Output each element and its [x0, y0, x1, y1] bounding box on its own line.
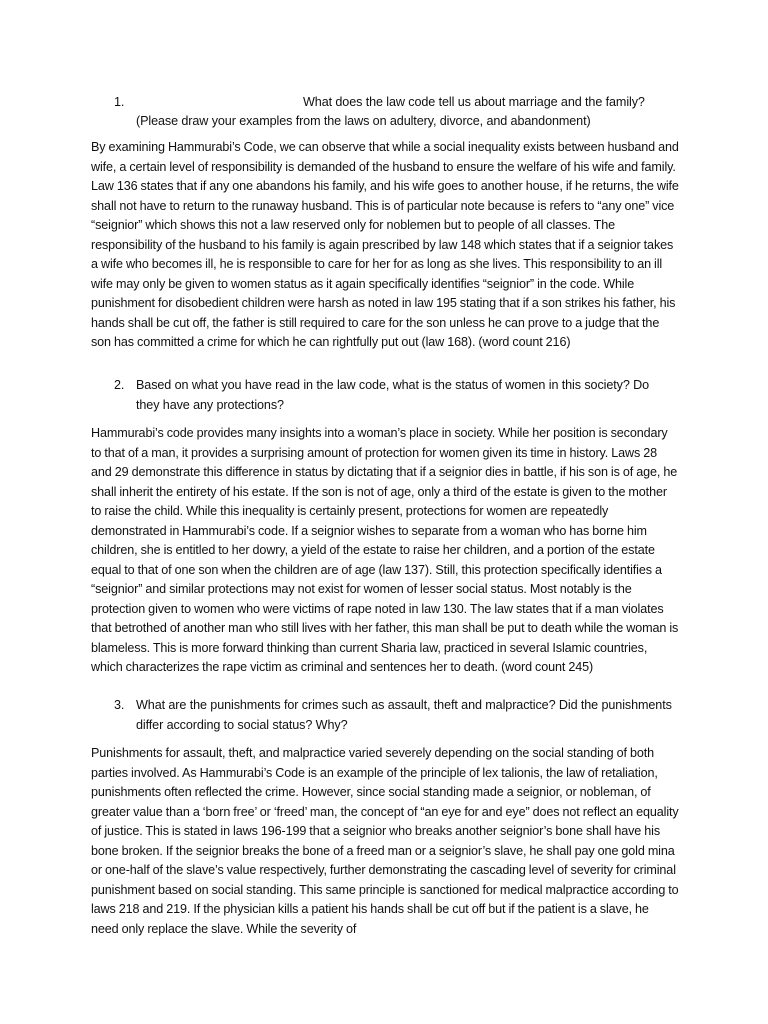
- answer-3-paragraph: Punishments for assault, theft, and malpractice varied severely depending on the social standing of both parties involved. As Hammurabi’s Code is an example of the principle of lex talionis, the law of retaliation, punishments often reflected the crime. However, since social standing made a seignior, or nobleman, of greater value than a ‘born free’ or ‘freed’ man, the concept of “an eye for and eye” does not reflect an equality of justice. This is stated in laws 196-199 that a seignior who breaks another seignior’s bone shall have his bone broken. If the seignior breaks the bone of a freed man or a seignior’s slave, he shall pay one gold mina or one-half of the slave’s value respectively, further demonstrating the cascading level of severity for criminal punishment based on social standing. This same principle is sanctioned for medical malpractice according to laws 218 and 219. If the physician kills a patient his hands shall be cut off but if the patient is a slave, he need only replace the slave. While the severity of: [91, 746, 679, 936]
- answer-1-paragraph: By examining Hammurabi’s Code, we can observe that while a social inequality exists between husband and wife, a certain level of responsibility is demanded of the husband to ensure the welfare of his wife and family. Law 136 states that if any one abandons his family, and his wife goes to another house, if he returns, the wife shall not have to return to the runaway husband. This is of particular note because is refers to “any one” vice “seignior” which shows this not a law reserved only for noblemen but to people of all classes. The responsibility of the husband to his family is again prescribed by law 148 which states that if a seignior takes a wife who becomes ill, he is responsible to care for her for as long as she lives. This responsibility to an ill wife may only be given to women status as it again specifically identifies “seignior” in the code. While punishment for disobedient children were harsh as noted in law 195 stating that if a son strikes his father, his hands shall be cut off, the father is still required to care for the son unless he can prove to a judge that the son has committed a crime for which he can rightfully put out (law 168). (word count 216): [91, 140, 679, 349]
- answer-2-paragraph: Hammurabi’s code provides many insights into a woman’s place in society. While her position is secondary to that of a man, it provides a surprising amount of protection for women given its time in history. Laws 28 and 29 demonstrate this difference in status by dictating that if a seignior dies in battle, if his son is of age, he shall inherit the entirety of his estate. If the son is not of age, only a third of the estate is given to the mother to raise the child. While this inequality is certainly present, protections for women are repeatedly demonstrated in Hammurabi’s code. If a seignior wishes to separate from a woman who has borne him children, she is entitled to her dowry, a yield of the estate to raise her children, and a portion of the estate equal to that of one son when the children are of age (law 137). Still, this protection specifically identifies a “seignior” and similar protections may not exist for women of lesser social status. Most notably is the protection given to women who were victims of rape noted in law 130. The law states that if a man violates that betrothed of another man who still lives with her father, this man shall be put to death while the woman is blameless. This is more forward thinking than current Sharia law, practiced in several Islamic countries, which characterizes the rape victim as criminal and sentences her to death. (word count 245): [91, 426, 679, 674]
- question-1-subtext: (Please draw your examples from the laws on adultery, divorce, and abandonment): [136, 114, 591, 128]
- question-3-number: 3.: [114, 698, 125, 712]
- question-1-text: What does the law code tell us about marriage and the family?: [303, 95, 645, 109]
- question-2-text: Based on what you have read in the law code, what is the status of women in this society? Do they have any protections?: [136, 378, 650, 412]
- question-1-number: 1.: [114, 95, 125, 109]
- question-2: [114, 376, 674, 415]
- question-2-number: 2.: [114, 378, 125, 392]
- question-3-text: What are the punishments for crimes such as assault, theft and malpractice? Did the punishments differ according to social status? Why?: [136, 698, 672, 732]
- question-3: [114, 696, 674, 735]
